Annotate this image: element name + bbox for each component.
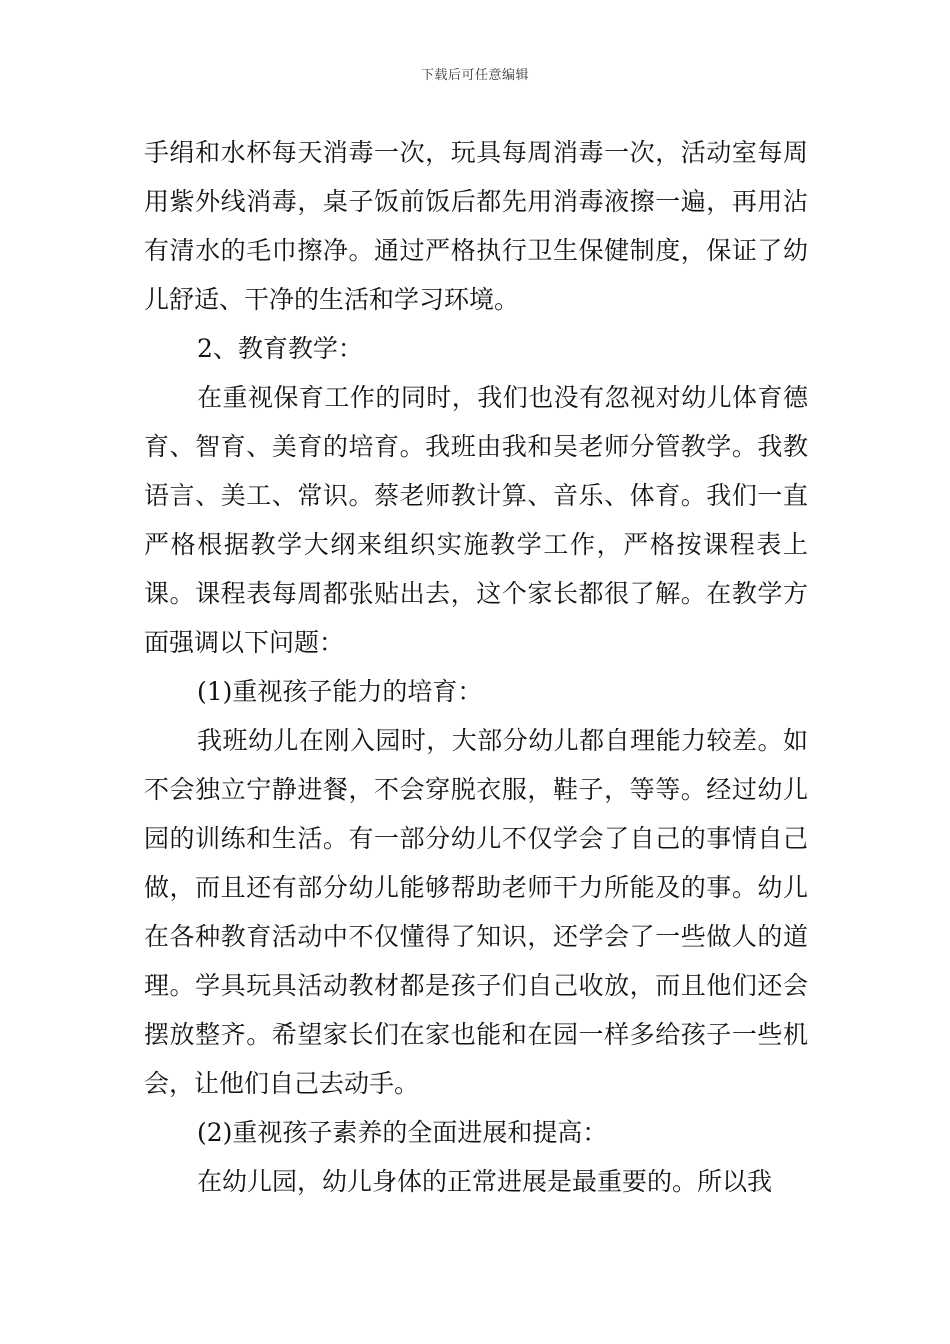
paragraph-education: 在重视保育工作的同时，我们也没有忽视对幼儿体育德育、智育、美育的培育。我班由我和吴老师分管教学。我教语言、美工、常识。蔡老师教计算、音乐、体育。我们一直严格根据教学大纲来组织实施教学工作，严格按课程表上课。课程表每周都张贴出去，这个家长都很了解。在教学方面强调以下问题： [144,383,808,657]
section-heading-education: 2、教育教学： [197,334,363,363]
paragraph-quality: 在幼儿园，幼儿身体的正常进展是最重要的。所以我 [197,1167,773,1196]
subheading-ability: (1)重视孩子能力的培育： [197,677,483,706]
page-header: 下载后可任意编辑 [420,68,529,83]
paragraph-continuation: 手绢和水杯每天消毒一次，玩具每周消毒一次，活动室每周用紫外线消毒，桌子饭前饭后都先用消毒液擦一遍，再用沾有清水的毛巾擦净。通过严格执行卫生保健制度，保证了幼儿舒适、干净的生活和学习环境。 [144,138,808,314]
subheading-quality: (2)重视孩子素养的全面进展和提高： [197,1118,608,1147]
document-body [144,128,808,1206]
paragraph-ability: 我班幼儿在刚入园时，大部分幼儿都自理能力较差。如不会独立宁静进餐，不会穿脱衣服，鞋子，等等。经过幼儿园的训练和生活。有一部分幼儿不仅学会了自己的事情自己做，而且还有部分幼儿能够帮助老师干力所能及的事。幼儿在各种教育活动中不仅懂得了知识，还学会了一些做人的道理。学具玩具活动教材都是孩子们自己收放，而且他们还会摆放整齐。希望家长们在家也能和在园一样多给孩子一些机会，让他们自己去动手。 [144,726,808,1098]
